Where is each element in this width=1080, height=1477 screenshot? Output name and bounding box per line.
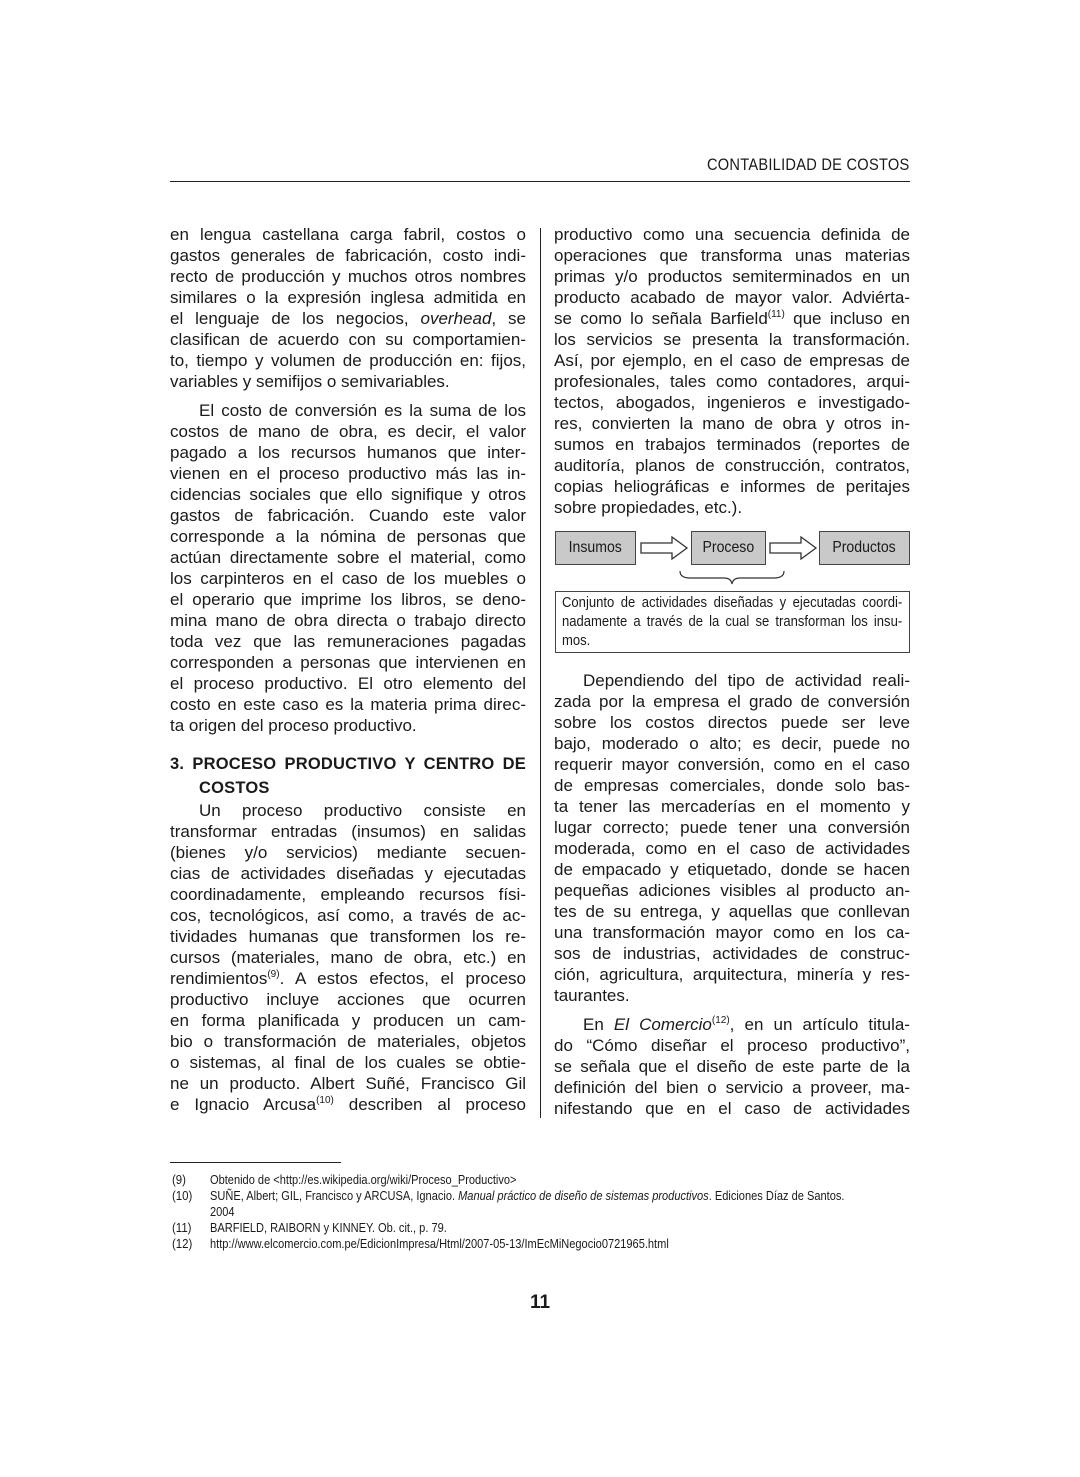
- text-line: el proceso productivo. El otro elemento del: [170, 674, 526, 693]
- text-line: Un proceso productivo consiste en: [199, 801, 526, 820]
- diagram-box-input: [555, 531, 636, 565]
- text-line: productivo incluye acciones que ocurren: [170, 990, 526, 1009]
- text-line: copias heliográficas e informes de peritajes: [554, 477, 910, 496]
- text-line: nifestando que en el caso de actividades: [554, 1099, 910, 1118]
- text-line: pagado a los recursos humanos que inter-: [170, 443, 526, 462]
- diagram-label: Productos: [832, 539, 897, 556]
- text-line: pequeñas adiciones visibles al producto an-: [554, 881, 910, 900]
- text-line: se señala que el diseño de este parte de la: [554, 1057, 910, 1076]
- footnote-number: (12): [172, 1236, 193, 1251]
- footnote-ref: (10): [316, 1095, 334, 1106]
- text-line: vienen en el proceso productivo más las in-: [170, 464, 526, 483]
- footnote-ref: (11): [767, 309, 785, 320]
- caption-line: nadamente a través de la cual se transforman los insu-: [562, 614, 903, 630]
- text-line: actúan directamente sobre el material, como: [170, 548, 526, 567]
- text-line: variables y semifijos o semivariables.: [170, 372, 450, 391]
- diagram-label: Insumos: [568, 539, 623, 556]
- text-line: corresponden a personas que intervienen en: [170, 653, 526, 672]
- text-line: auditoría, planos de construcción, contratos,: [554, 456, 910, 475]
- text-line: gastos de fabricación. Cuando este valor: [170, 506, 526, 525]
- text-line: en lengua castellana carga fabril, costos o: [170, 225, 526, 244]
- page-number: 11: [529, 1292, 551, 1313]
- footnote-number: (9): [172, 1172, 186, 1187]
- footnote-number: (11): [172, 1220, 192, 1235]
- text-line: to, tiempo y volumen de producción en: fijos,: [170, 351, 526, 370]
- text-line: mina mano de obra directa o trabajo directo: [170, 611, 526, 630]
- right-column-top: [554, 224, 910, 518]
- section-heading: [170, 752, 526, 800]
- text-line: clasifican de acuerdo con su comportamien-: [170, 330, 526, 349]
- footnote-text: SUÑE, Albert; GIL, Francisco y ARCUSA, Ignacio. Manual práctico de diseño de sistemas productivos. Ediciones Díaz de Santos.: [210, 1188, 845, 1203]
- text-line: costos de mano de obra, es decir, el valor: [170, 422, 526, 441]
- text-line: recto de producción y muchos otros nombres: [170, 267, 526, 286]
- text-line: de empresas comerciales, donde solo bas-: [554, 776, 910, 795]
- paragraph: [554, 224, 910, 518]
- diagram-box-output: [819, 531, 910, 565]
- text-line: productivo como una secuencia definida de: [554, 225, 910, 244]
- text-line: corresponde a la nómina de personas que: [170, 527, 526, 546]
- text-line: ción, agricultura, arquitectura, minería y res-: [554, 965, 910, 984]
- text-line: taurantes.: [554, 986, 630, 1005]
- text-line: primas y/o productos semiterminados en un: [554, 267, 910, 286]
- caption-line: mos.: [562, 633, 591, 649]
- text-line: Así, por ejemplo, en el caso de empresas de: [554, 351, 910, 370]
- text-line: sos de industrias, actividades de construc-: [554, 944, 910, 963]
- diagram-caption: [555, 591, 910, 653]
- text-line: El costo de conversión es la suma de los: [199, 401, 526, 420]
- running-header: CONTABILIDAD DE COSTOS: [707, 155, 910, 174]
- text-line: ta origen del proceso productivo.: [170, 716, 417, 735]
- paragraph: [554, 1014, 910, 1119]
- text-line: se como lo señala Barfield$^{(11)}$ que incluso en: [554, 309, 910, 328]
- heading-line: 3. PROCESO PRODUCTIVO Y CENTRO DE: [170, 755, 526, 773]
- text-line: o sistemas, al final de los cuales se obtie-: [170, 1053, 526, 1072]
- footnote-rule: [170, 1162, 341, 1163]
- text-line: bajo, moderado o alto; es decir, puede no: [554, 734, 910, 753]
- text-line: bio o transformación de materiales, objetos: [170, 1032, 526, 1051]
- text-line: similares o la expresión inglesa admitida en: [170, 288, 526, 307]
- arrow-icon: [769, 536, 818, 560]
- text-line: operaciones que transforma unas materias: [554, 246, 910, 265]
- paragraph: [554, 670, 910, 1006]
- text-line: do “Cómo diseñar el proceso productivo”,: [554, 1036, 910, 1055]
- text-line: toda vez que las remuneraciones pagadas: [170, 632, 526, 651]
- paragraph: [170, 400, 526, 736]
- text-line: e Ignacio Arcusa$^{(10)}$ describen al proceso: [170, 1095, 526, 1114]
- text-line: en forma planificada y producen un cam-: [170, 1011, 526, 1030]
- footnote-text: 2004: [210, 1204, 235, 1219]
- text-line: En El Comercio$^{(12)}$, en un artículo titula-: [583, 1015, 910, 1034]
- footnote-number: (10): [172, 1188, 193, 1203]
- text-line: cos, tecnológicos, así como, a través de ac-: [170, 906, 526, 925]
- text-line: moderada, como en el caso de actividades: [554, 839, 910, 858]
- text-line: tes de su entrega, y aquellas que conllevan: [554, 902, 910, 921]
- text-line: res, convierten la mano de obra y otros in-: [554, 414, 910, 433]
- brace-icon: [678, 569, 786, 585]
- paragraph: [170, 224, 526, 392]
- text-line: definición del bien o servicio a proveer, ma-: [554, 1078, 910, 1097]
- text-line: cias de actividades diseñadas y ejecutadas: [170, 864, 526, 883]
- text-line: gastos generales de fabricación, costo indi-: [170, 246, 526, 265]
- text-line: los carpinteros en el caso de los muebles o: [170, 569, 526, 588]
- text-line: tividades humanas que transformen los re-: [170, 927, 526, 946]
- footnote-text: BARFIELD, RAIBORN y KINNEY. Ob. cit., p. 79.: [210, 1220, 447, 1235]
- text-line: rendimientos$^{(9)}$. A estos efectos, el proceso: [170, 969, 526, 988]
- text-line: sumos en trabajos terminados (reportes de: [554, 435, 910, 454]
- text-line: una transformación mayor como en los ca-: [554, 923, 910, 942]
- text-line: los servicios se presenta la transformación.: [554, 330, 910, 349]
- italic-text: El Comercio: [613, 1015, 712, 1034]
- text-line: lugar correcto; puede tener una conversión: [554, 818, 910, 837]
- text-line: costo en este caso es la materia prima direc-: [170, 695, 526, 714]
- text-line: sobre los costos directos puede ser leve: [554, 713, 910, 732]
- text-line: transformar entradas (insumos) en salidas: [170, 822, 526, 841]
- text-line: el lenguaje de los negocios, overhead, se: [170, 309, 526, 328]
- italic-text: overhead: [420, 309, 492, 328]
- text-line: coordinadamente, empleando recursos físi-: [170, 885, 526, 904]
- paragraph: [170, 800, 526, 1115]
- text-line: producto acabado de mayor valor. Adviérta-: [554, 288, 910, 307]
- text-line: ta tener las mercaderías en el momento y: [554, 797, 910, 816]
- right-column-bottom: [554, 670, 910, 1119]
- heading-line: COSTOS: [199, 779, 270, 797]
- header-rule: [170, 181, 910, 182]
- text-line: cidencias sociales que ello signifique y otros: [170, 485, 526, 504]
- text-line: de empacado y etiquetado, donde se hacen: [554, 860, 910, 879]
- text-line: profesionales, tales como contadores, arqui-: [554, 372, 910, 391]
- text-line: ne un producto. Albert Suñé, Francisco Gil: [170, 1074, 526, 1093]
- text-line: requerir mayor conversión, como en el caso: [554, 755, 910, 774]
- text-line: Dependiendo del tipo de actividad reali-: [583, 671, 910, 690]
- caption-line: Conjunto de actividades diseñadas y ejecutadas coordi-: [562, 595, 903, 611]
- diagram-box-process: [691, 531, 766, 565]
- diagram-label: Proceso: [702, 539, 755, 556]
- text-line: cursos (materiales, mano de obra, etc.) en: [170, 948, 526, 967]
- text-line: el operario que imprime los libros, se deno-: [170, 590, 526, 609]
- arrow-icon: [640, 536, 689, 560]
- footnote-ref: (12): [711, 1015, 730, 1026]
- column-divider: [540, 228, 541, 1118]
- footnote-text: Obtenido de <http://es.wikipedia.org/wiki/Proceso_Productivo>: [210, 1172, 517, 1187]
- italic-text: Manual práctico de diseño de sistemas productivos: [458, 1188, 709, 1203]
- text-line: (bienes y/o servicios) mediante secuen-: [170, 843, 526, 862]
- text-line: zada por la empresa el grado de conversión: [554, 692, 910, 711]
- text-line: tectos, abogados, ingenieros e investigado-: [554, 393, 910, 412]
- footnote-text: http://www.elcomercio.com.pe/EdicionImpresa/Html/2007-05-13/ImEcMiNegocio0721965.html: [210, 1236, 669, 1251]
- left-column: [170, 224, 526, 1115]
- text-line: sobre propiedades, etc.).: [554, 498, 743, 517]
- footnote-ref: (9): [267, 969, 280, 980]
